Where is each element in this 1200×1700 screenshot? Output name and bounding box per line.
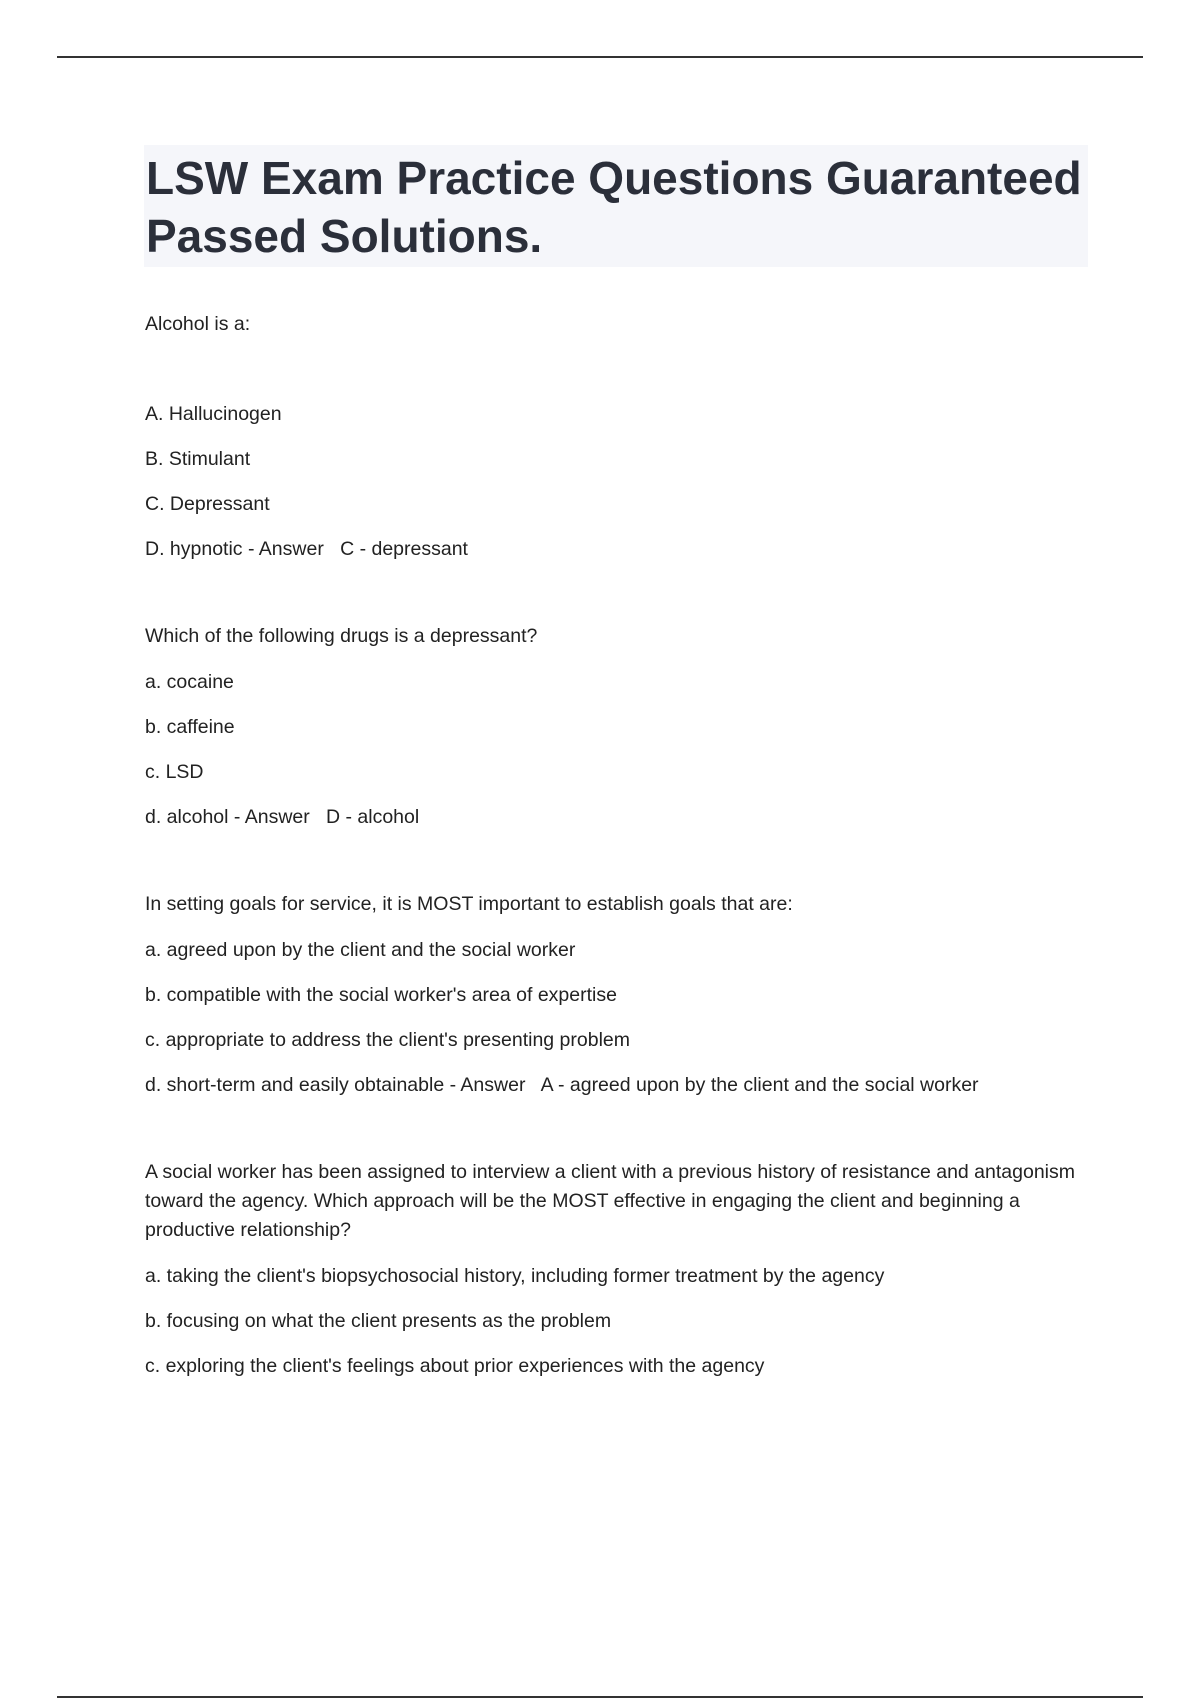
- answer-option: c. LSD: [145, 761, 204, 783]
- question-block-1: [145, 310, 1089, 564]
- answer-option: b. focusing on what the client presents as the problem: [145, 1310, 612, 1332]
- answer-option-with-answer: D. hypnotic - Answer C - depressant: [145, 538, 468, 560]
- answer-option-with-answer: d. alcohol - Answer D - alcohol: [145, 806, 420, 828]
- answer-option: a. agreed upon by the client and the social worker: [145, 939, 576, 961]
- answer-option: a. taking the client's biopsychosocial history, including former treatment by the agency: [145, 1265, 885, 1287]
- answer-option: A. Hallucinogen: [145, 403, 282, 425]
- answer-option: C. Depressant: [145, 493, 270, 515]
- question-text: Which of the following drugs is a depressant?: [145, 625, 538, 647]
- question-text: A social worker has been assigned to interview a client with a previous history of resistance and antagonism toward the agency. Which approach will be the MOST effective in engaging the client and beginning a productive relationship?: [145, 1161, 1075, 1241]
- answer-option: b. compatible with the social worker's area of expertise: [145, 984, 617, 1006]
- question-text: In setting goals for service, it is MOST important to establish goals that are:: [145, 893, 793, 915]
- answer-option: b. caffeine: [145, 716, 235, 738]
- question-text: Alcohol is a:: [145, 313, 251, 335]
- answer-option: c. appropriate to address the client's presenting problem: [145, 1029, 630, 1051]
- answer-option: B. Stimulant: [145, 448, 251, 470]
- answer-option: a. cocaine: [145, 671, 234, 693]
- page-content: [145, 145, 1089, 1381]
- question-block-4: [145, 1158, 1089, 1381]
- document-title: LSW Exam Practice Questions Guaranteed Passed Solutions.: [146, 152, 1082, 262]
- answer-option-with-answer: d. short-term and easily obtainable - Answer A - agreed upon by the client and the social worker: [145, 1074, 979, 1096]
- title-banner: [144, 145, 1088, 267]
- question-block-2: [145, 622, 1089, 832]
- top-divider: [57, 56, 1143, 58]
- answer-option: c. exploring the client's feelings about prior experiences with the agency: [145, 1355, 765, 1377]
- bottom-divider: [57, 1696, 1143, 1698]
- question-block-3: [145, 890, 1089, 1100]
